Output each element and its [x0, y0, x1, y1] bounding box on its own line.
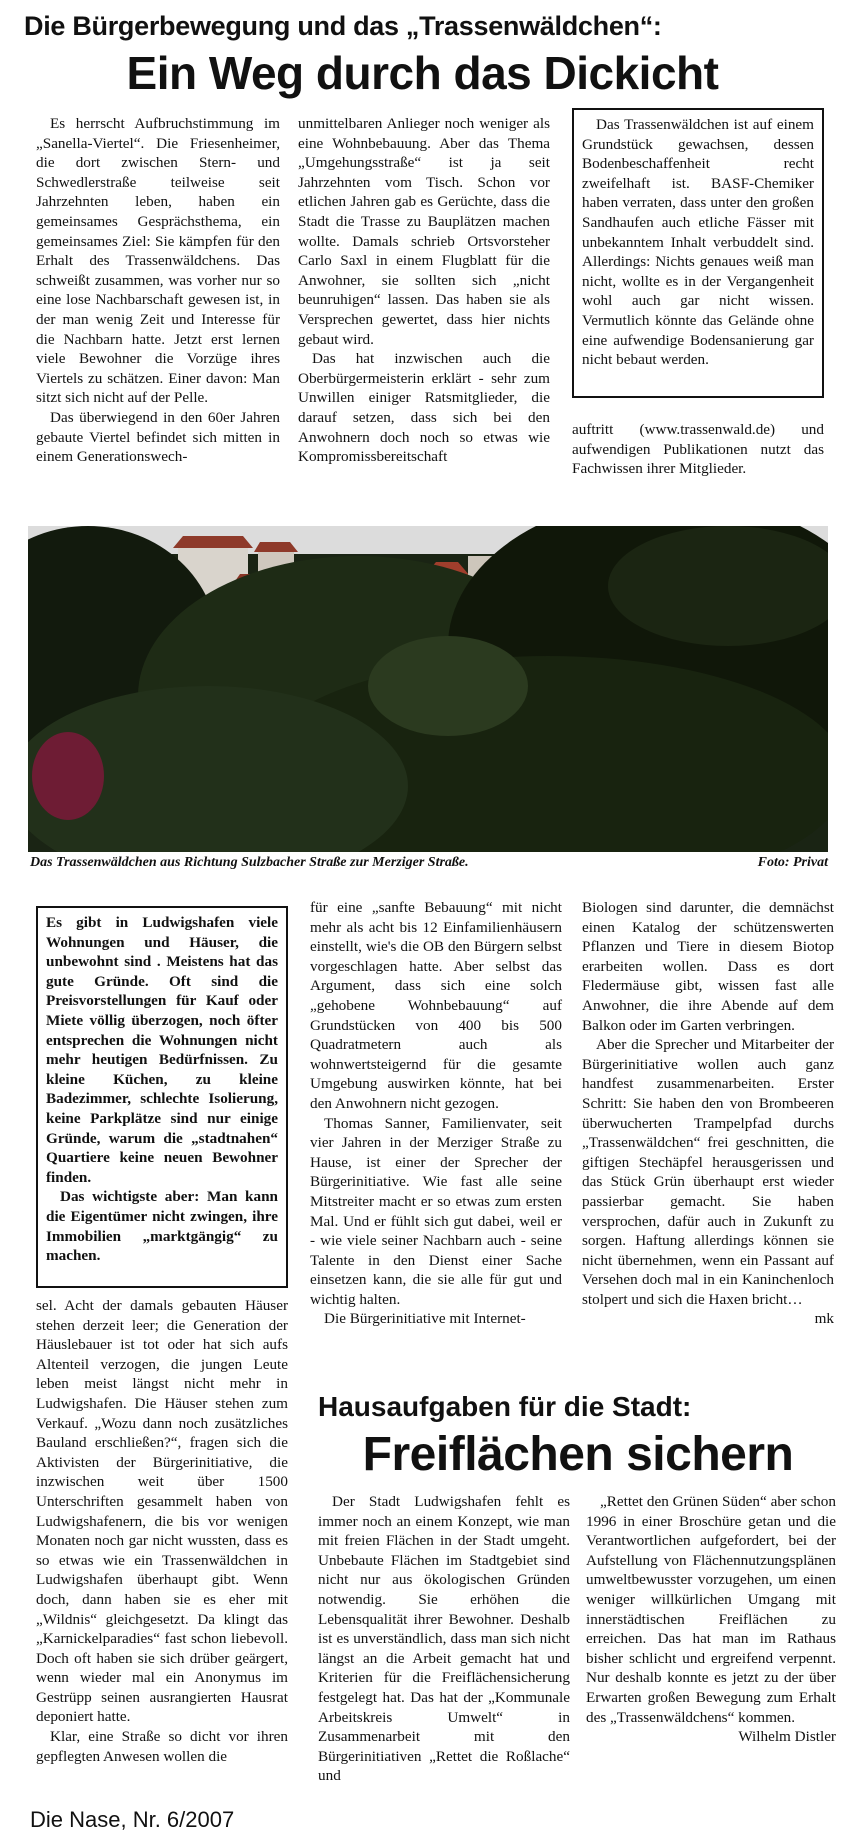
- paragraph: Klar, eine Straße so dicht vor ihren gepflegten Anwesen wollen die: [36, 1728, 288, 1765]
- paragraph: Das hat inzwischen auch die Oberbürgermeisterin erklärt - sehr zum Unwillen einiger Ratsmitglieder, die darauf setzen, dass sich bei den Anwohnern doch noch so etwas wie Kompromissbereitschaft: [298, 350, 550, 466]
- paragraph: Biologen sind darunter, die demnächst einen Katalog der schützenswerten Pflanzen und Tiere in diesem Biotop erarbeiten wollen. Dass es dort Fledermäuse gibt, wissen fast alle Anwohner, die ihre Abende auf dem Balkon oder im Garten verbringen.: [582, 899, 834, 1034]
- paragraph: Der Stadt Ludwigshafen fehlt es immer noch an einem Konzept, wie man mit freien Flächen in der Stadt umgeht. Unbebaute Flächen im Stadtgebiet sind nicht nur aus ökologischen Gründen notwendig. Sie erhöhen die Lebensqualität ihrer Bewohner. Deshalb ist es unverständlich, dass man sich nicht längst an die Arbeit gemacht hat und Kriterien für die Freiflächensicherung festgelegt hat. Das hat der „Kommunale Arbeitskreis Umwelt“ in Zusammenarbeit mit den Bürgerinitiativen „Rettet die Roßlache“ und: [318, 1493, 570, 1785]
- column-2: [298, 114, 550, 467]
- paragraph: Es gibt in Ludwigshafen viele Wohnungen und Häuser, die unbewohnt sind . Meistens hat das gute Gründe. Oft sind die Preisvorstellungen für Kauf oder Miete völlig überzogen, noch öfter entsprechen die Wohnungen nicht mehr heutigen Bedürfnissen. Zu kleine Küchen, zu kleine Badezimmer, schlechte Isolierung, keine Parkplätze sind nur einige Gründe, warum die „stadtnahen“ Quartiere keine neuen Bewohner finden.: [46, 914, 278, 1186]
- section2-headline: Freiflächen sichern: [362, 1428, 794, 1481]
- column-1: [36, 114, 280, 467]
- paragraph: für eine „sanfte Bebauung“ mit nicht mehr als acht bis 12 Einfamilienhäusern einstellt, wie's die OB den Bürgern selbst vorgeschlagen hatte. Aber selbst das Argument, dass sich eine solch „gehobene Wohnbebauung“ auf Grundstücken von 400 bis 500 Quadratmetern auch als wohnwertsteigernd für die gesamte Umgebung auswirken könnte, hat bei den Anwohnern nicht gezogen.: [310, 899, 562, 1112]
- column-6: [582, 898, 834, 1329]
- caption-text: Das Trassenwäldchen aus Richtung Sulzbacher Straße zur Merziger Straße.: [30, 855, 469, 870]
- article-kicker: Die Bürgerbewegung und das „Trassenwäldchen“:: [24, 11, 662, 41]
- author-signature: Wilhelm Distler: [738, 1728, 836, 1746]
- paragraph: „Rettet den Grünen Süden“ aber schon 1996 in einer Broschüre getan und die Verantwortlichen aufgefordert, bei der Aufstellung von Flächennutzungsplänen umweltbewusster vorzugehen, um einen weniger willkürlichen Umgang mit innerstädtischen Freiflächen zu erreichen. Das hat man im Rathaus bisher schlicht und ergreifend verpennt. Nur deshalb konnte es jetzt zu der über Erwarten großen Bewegung zum Erhalt des „Trassenwäldchens“ kommen.: [586, 1493, 836, 1726]
- photo-credit: Foto: Privat: [757, 855, 828, 870]
- author-signature: mk: [814, 1310, 834, 1328]
- info-box-soil: [572, 108, 824, 398]
- photo-caption: [30, 854, 828, 872]
- info-box-housing: [36, 906, 288, 1288]
- section2-column-1: [318, 1492, 570, 1786]
- paragraph: Aber die Sprecher und Mitarbeiter der Bürgerinitiative wollen auch ganz handfest zusammenarbeiten. Erster Schritt: Sie haben den von Brombeeren überwucherten Trampelpfad durchs „Trassenwäldchen“ frei geschnitten, die giftigen Stechäpfel herausgerissen und das Stück Grün überhaupt erst wieder passierbar gemacht. Sie haben versprochen, dafür auch in Zukunft zu sorgen. Haftung allerdings können sie nicht übernehmen, wenn ein Passant auf Versehen doch mal in ein Kaninchenloch stolpert und sich die Haxen bricht…: [582, 1036, 834, 1308]
- paragraph: Das überwiegend in den 60er Jahren gebaute Viertel befindet sich mitten in einem Generationswech-: [36, 408, 280, 466]
- article-headline: Ein Weg durch das Dickicht: [126, 47, 719, 99]
- publication-footer: Die Nase, Nr. 6/2007: [30, 1807, 235, 1832]
- forest-photo-image: [28, 526, 828, 852]
- paragraph: Das wichtigste aber: Man kann die Eigentümer nicht zwingen, ihre Immobilien „marktgängig“ zu machen.: [46, 1188, 278, 1265]
- paragraph: Die Bürgerinitiative mit Internet-: [324, 1310, 526, 1328]
- paragraph: Es herrscht Aufbruchstimmung im „Sanella-Viertel“. Die Friesenheimer, die dort zwischen Stern- und Schwedlerstraße teilweise seit Jahrzehnten leben, haben ein gemeinsames Gesprächsthema, ein gemeinsames Ziel: Sie kämpfen für den Erhalt des Trassenwäldchens. Das schweißt zusammen, was vorher nur so eine lose Nachbarschaft gewesen ist, in der man wenig Zeit und Interesse für die Nachbarn hatte. Jetzt erst lernen viele Bewohner die Vorzüge ihres Viertels zu schätzen. Einer davon: Man sitzt sich nicht auf der Pelle.: [36, 115, 280, 407]
- paragraph: Das Trassenwäldchen ist auf einem Grundstück gewachsen, dessen Bodenbeschaffenheit recht zweifelhaft ist. BASF-Chemiker haben verraten, dass unter den großen Sandhaufen auch etliche Fässer mit unbekanntem Inhalt verbuddelt sind. Allerdings: Nichts genaues weiß man nicht, wollte es in der Vergangenheit wohl auch gar nicht wissen. Vermutlich könnte das Gelände ohne eine aufwendige Bodensanierung gar nicht bebaut werden.: [582, 116, 814, 369]
- forest-photo: [28, 526, 828, 852]
- section2-column-2: [586, 1492, 836, 1747]
- paragraph: Thomas Sanner, Familienvater, seit vier Jahren in der Merziger Straße zu Hause, ist einer der Sprecher der Bürgerinitiative. Wie fast alle seine Mitstreiter macht er so etwas zum ersten Mal. Und er fühlt sich gut dabei, weil er - wie viele seiner Nachbarn auch - seine Talente in den Dienst einer Sache einsetzen kann, die sie alle für gut und wichtig halten.: [310, 1114, 562, 1308]
- paragraph: auftritt (www.trassenwald.de) und aufwendigen Publikationen nutzt das Fachwissen ihrer Mitglieder.: [572, 421, 824, 478]
- column-4: [36, 1296, 288, 1766]
- column-5: [310, 898, 562, 1329]
- paragraph: unmittelbaren Anlieger noch weniger als eine Wohnbebauung. Aber das Thema „Umgehungsstraße“ ist ja seit Jahrzehnten vom Tisch. Schon vor etlichen Jahren gab es Gerüchte, dass die Stadt die Trasse zu Bauplätzen machen wollte. Damals schrieb Ortsvorsteher Carlo Saxl in einem Flugblatt für die Anwohner, sie sollten sich „nicht beunruhigen“ lassen. Das haben sie als Versprechen gewertet, dass hier nichts gebaut wird.: [298, 115, 550, 348]
- paragraph: sel. Acht der damals gebauten Häuser stehen derzeit leer; die Generation der Häuslebauer ist tot oder hat sich aufs Altenteil verzogen, die jungen Leute leben meist längst nicht mehr in Ludwigshafen. Die Häuser stehen zum Verkauf. „Wozu dann noch zusätzliches Bauland erschließen?“, fragen sich die Aktivisten der Bürgerinitiative, die inzwischen weit über 1500 Unterschriften gesammelt haben von Ludwigshafenern, die bis vor wenigen Monaten noch gar nicht wussten, dass es so etwas wie ein Trassenwäldchen in Ludwigshafen überhaupt gibt. Wenn doch, dann haben sie es eher mit „Wildnis“ gleichgesetzt. Da klingt das „Karnickelparadies“ fast schon liebevoll. Doch oft haben sie sich drüber geärgert, wenn wieder mal ein Anonymus im Gestrüpp seinen ausrangierten Hausrat deponiert hatte.: [36, 1297, 288, 1726]
- column-3: [572, 420, 824, 479]
- section2-kicker: Hausaufgaben für die Stadt:: [318, 1391, 692, 1422]
